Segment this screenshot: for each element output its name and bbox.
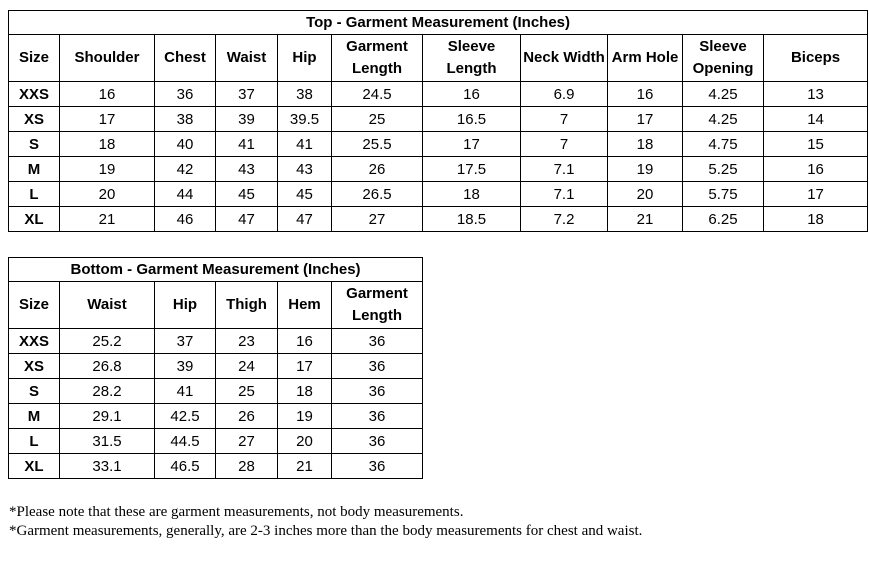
top-value-cell: 40 [155, 132, 216, 157]
top-row [9, 82, 868, 107]
bottom-value-cell: 36 [332, 404, 423, 429]
top-value-cell: 18 [423, 182, 521, 207]
top-value-cell: 25 [332, 107, 423, 132]
top-value-cell: 47 [216, 207, 278, 232]
top-value-cell: 42 [155, 157, 216, 182]
top-value-cell: 41 [216, 132, 278, 157]
top-value-cell: 17 [764, 182, 868, 207]
top-value-cell: 4.25 [683, 107, 764, 132]
bottom-value-cell: 28.2 [60, 379, 155, 404]
top-value-cell: 17 [608, 107, 683, 132]
top-header-7: Neck Width [521, 35, 608, 82]
top-value-cell: 26.5 [332, 182, 423, 207]
bottom-size-cell: XXS [9, 329, 60, 354]
top-value-cell: 18 [608, 132, 683, 157]
bottom-value-cell: 25 [216, 379, 278, 404]
top-size-cell: S [9, 132, 60, 157]
top-value-cell: 19 [608, 157, 683, 182]
top-row [9, 207, 868, 232]
bottom-value-cell: 42.5 [155, 404, 216, 429]
bottom-value-cell: 29.1 [60, 404, 155, 429]
top-value-cell: 17 [60, 107, 155, 132]
bottom-row [9, 404, 423, 429]
top-value-cell: 16 [608, 82, 683, 107]
top-value-cell: 14 [764, 107, 868, 132]
bottom-value-cell: 36 [332, 429, 423, 454]
top-value-cell: 16.5 [423, 107, 521, 132]
top-size-cell: XS [9, 107, 60, 132]
top-value-cell: 38 [155, 107, 216, 132]
top-value-cell: 6.25 [683, 207, 764, 232]
bottom-header-4: Hem [278, 282, 332, 329]
top-size-cell: M [9, 157, 60, 182]
bottom-value-cell: 18 [278, 379, 332, 404]
top-row [9, 157, 868, 182]
top-row [9, 107, 868, 132]
bottom-measurement-table [8, 257, 423, 479]
top-value-cell: 20 [60, 182, 155, 207]
top-value-cell: 6.9 [521, 82, 608, 107]
top-size-cell: L [9, 182, 60, 207]
top-value-cell: 24.5 [332, 82, 423, 107]
bottom-value-cell: 26 [216, 404, 278, 429]
bottom-value-cell: 36 [332, 329, 423, 354]
bottom-row [9, 454, 423, 479]
bottom-value-cell: 23 [216, 329, 278, 354]
top-header-10: Biceps [764, 35, 868, 82]
bottom-value-cell: 24 [216, 354, 278, 379]
top-value-cell: 17 [423, 132, 521, 157]
bottom-header-3: Thigh [216, 282, 278, 329]
top-value-cell: 5.25 [683, 157, 764, 182]
top-value-cell: 7 [521, 107, 608, 132]
top-value-cell: 15 [764, 132, 868, 157]
bottom-value-cell: 31.5 [60, 429, 155, 454]
bottom-table-title: Bottom - Garment Measurement (Inches) [9, 258, 423, 282]
bottom-row [9, 429, 423, 454]
bottom-value-cell: 26.8 [60, 354, 155, 379]
bottom-value-cell: 25.2 [60, 329, 155, 354]
top-value-cell: 7.2 [521, 207, 608, 232]
top-row [9, 182, 868, 207]
note-extra-inches: *Garment measurements, generally, are 2-3 inches more than the body measurements for chest and waist. [9, 523, 643, 539]
top-value-cell: 13 [764, 82, 868, 107]
top-value-cell: 36 [155, 82, 216, 107]
notes [9, 503, 659, 541]
bottom-value-cell: 16 [278, 329, 332, 354]
bottom-value-cell: 21 [278, 454, 332, 479]
top-value-cell: 25.5 [332, 132, 423, 157]
top-header-2: Chest [155, 35, 216, 82]
top-header-9: Sleeve Opening [683, 35, 764, 82]
top-value-cell: 38 [278, 82, 332, 107]
bottom-value-cell: 37 [155, 329, 216, 354]
top-table-title: Top - Garment Measurement (Inches) [9, 11, 868, 35]
bottom-value-cell: 19 [278, 404, 332, 429]
bottom-value-cell: 36 [332, 379, 423, 404]
top-value-cell: 43 [278, 157, 332, 182]
bottom-row [9, 354, 423, 379]
top-value-cell: 18 [764, 207, 868, 232]
top-measurement-table [8, 10, 868, 232]
top-value-cell: 39.5 [278, 107, 332, 132]
top-value-cell: 7 [521, 132, 608, 157]
top-value-cell: 18 [60, 132, 155, 157]
note-garment-vs-body: *Please note that these are garment measurements, not body measurements. [9, 504, 464, 520]
top-size-cell: XXS [9, 82, 60, 107]
top-row [9, 132, 868, 157]
bottom-size-cell: M [9, 404, 60, 429]
top-value-cell: 18.5 [423, 207, 521, 232]
top-value-cell: 47 [278, 207, 332, 232]
bottom-value-cell: 46.5 [155, 454, 216, 479]
top-value-cell: 7.1 [521, 182, 608, 207]
top-value-cell: 21 [608, 207, 683, 232]
bottom-size-cell: XS [9, 354, 60, 379]
top-value-cell: 16 [60, 82, 155, 107]
bottom-header-0: Size [9, 282, 60, 329]
bottom-size-cell: XL [9, 454, 60, 479]
top-value-cell: 45 [216, 182, 278, 207]
bottom-value-cell: 36 [332, 354, 423, 379]
top-value-cell: 16 [423, 82, 521, 107]
top-value-cell: 26 [332, 157, 423, 182]
top-value-cell: 7.1 [521, 157, 608, 182]
bottom-value-cell: 27 [216, 429, 278, 454]
bottom-header-2: Hip [155, 282, 216, 329]
top-value-cell: 44 [155, 182, 216, 207]
bottom-value-cell: 28 [216, 454, 278, 479]
top-header-5: Garment Length [332, 35, 423, 82]
bottom-value-cell: 39 [155, 354, 216, 379]
bottom-value-cell: 17 [278, 354, 332, 379]
top-header-1: Shoulder [60, 35, 155, 82]
top-value-cell: 39 [216, 107, 278, 132]
top-value-cell: 5.75 [683, 182, 764, 207]
bottom-header-1: Waist [60, 282, 155, 329]
bottom-value-cell: 33.1 [60, 454, 155, 479]
top-value-cell: 46 [155, 207, 216, 232]
top-value-cell: 45 [278, 182, 332, 207]
bottom-header-5: Garment Length [332, 282, 423, 329]
top-header-6: Sleeve Length [423, 35, 521, 82]
top-value-cell: 17.5 [423, 157, 521, 182]
top-value-cell: 21 [60, 207, 155, 232]
top-header-3: Waist [216, 35, 278, 82]
bottom-value-cell: 44.5 [155, 429, 216, 454]
top-value-cell: 37 [216, 82, 278, 107]
top-value-cell: 16 [764, 157, 868, 182]
top-header-0: Size [9, 35, 60, 82]
top-value-cell: 20 [608, 182, 683, 207]
bottom-row [9, 329, 423, 354]
bottom-value-cell: 20 [278, 429, 332, 454]
top-value-cell: 4.75 [683, 132, 764, 157]
top-value-cell: 41 [278, 132, 332, 157]
top-size-cell: XL [9, 207, 60, 232]
top-header-8: Arm Hole [608, 35, 683, 82]
bottom-value-cell: 41 [155, 379, 216, 404]
top-value-cell: 19 [60, 157, 155, 182]
bottom-value-cell: 36 [332, 454, 423, 479]
top-value-cell: 4.25 [683, 82, 764, 107]
top-value-cell: 27 [332, 207, 423, 232]
top-value-cell: 43 [216, 157, 278, 182]
bottom-row [9, 379, 423, 404]
bottom-size-cell: S [9, 379, 60, 404]
bottom-size-cell: L [9, 429, 60, 454]
top-header-4: Hip [278, 35, 332, 82]
